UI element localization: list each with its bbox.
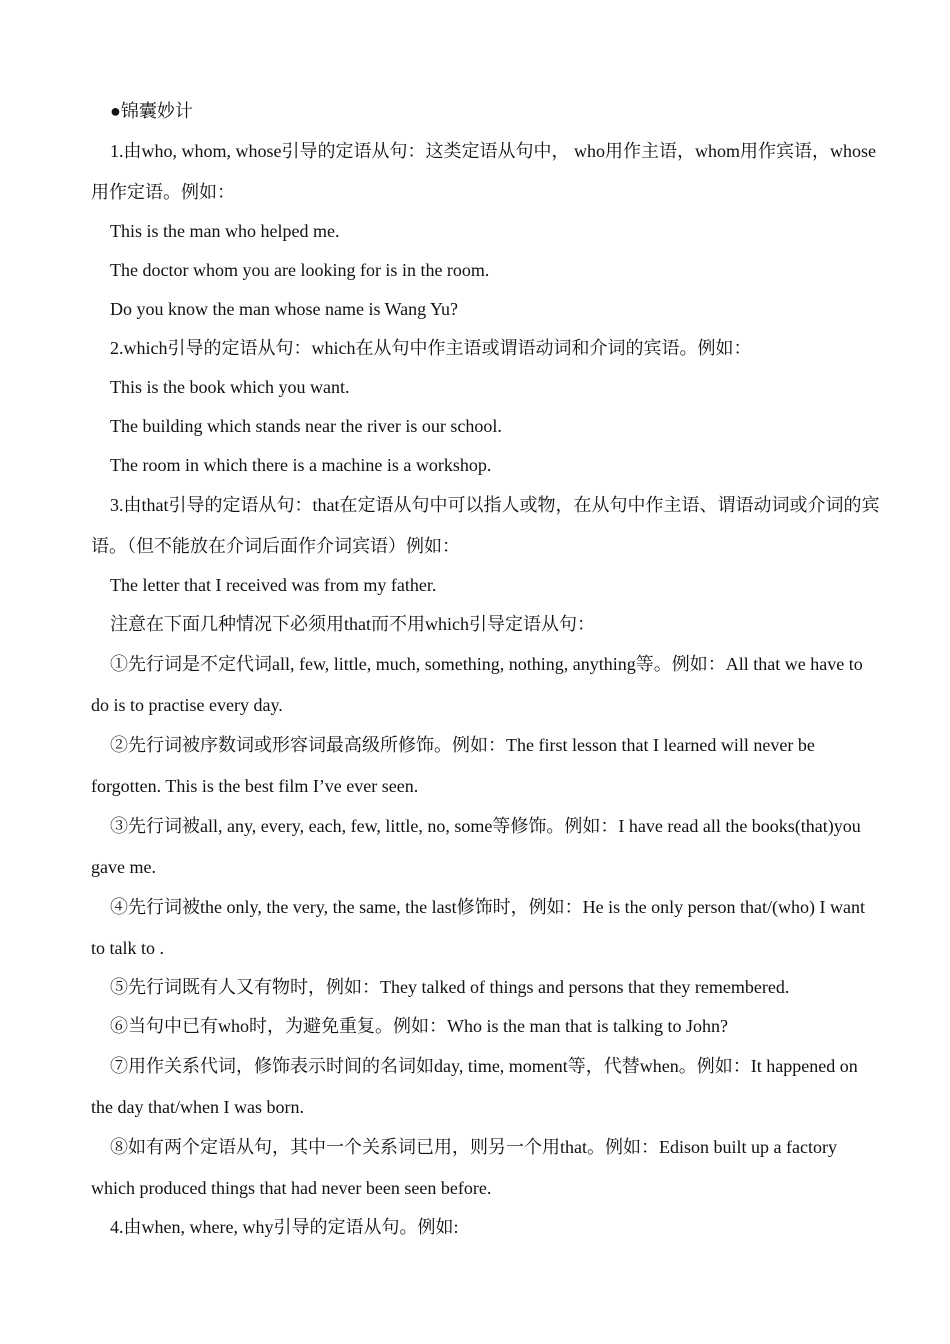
example-sentence: The building which stands near the river is our school.: [110, 416, 502, 436]
example-sentence: Do you know the man whose name is Wang Yu?: [110, 299, 458, 319]
document-body: [91, 92, 881, 1247]
case-item: ①先行词是不定代词all, few, little, much, something, nothing, anything等。例如：All that we have to do is to practise every day.: [91, 654, 863, 715]
example-sentence: The letter that I received was from my father.: [110, 575, 437, 595]
note-paragraph: 注意在下面几种情况下必须用that而不用which引导定语从句：: [110, 614, 595, 634]
case-item: ⑦用作关系代词，修饰表示时间的名词如day, time, moment等，代替when。例如：It happened on the day that/when I was born.: [91, 1056, 858, 1117]
example-sentence: The room in which there is a machine is a workshop.: [110, 455, 492, 475]
section-heading: ●锦囊妙计: [110, 101, 193, 121]
case-item: ⑧如有两个定语从句，其中一个关系词已用，则另一个用that。例如：Edison built up a factory which produced things that had never been seen before.: [91, 1137, 837, 1198]
case-item: ③先行词被all, any, every, each, few, little, no, some等修饰。例如：I have read all the books(that)you gave me.: [91, 816, 861, 877]
rule-paragraph: 3.由that引导的定语从句：that在定语从句中可以指人或物，在从句中作主语、谓语动词或介词的宾语。（但不能放在介词后面作介词宾语）例如：: [91, 495, 880, 556]
rule-paragraph: 4.由when, where, why引导的定语从句。例如:: [110, 1217, 459, 1237]
example-sentence: The doctor whom you are looking for is in the room.: [110, 260, 490, 280]
case-item: ⑤先行词既有人又有物时，例如：They talked of things and persons that they remembered.: [110, 977, 790, 997]
case-item: ②先行词被序数词或形容词最高级所修饰。例如：The first lesson that I learned will never be forgotten. This is the best film I’ve ever seen.: [91, 735, 815, 796]
example-sentence: This is the man who helped me.: [110, 221, 340, 241]
rule-paragraph: 1.由who, whom, whose引导的定语从句：这类定语从句中， who用作主语，whom用作宾语，whose用作定语。例如：: [91, 141, 876, 202]
case-item: ④先行词被the only, the very, the same, the last修饰时，例如：He is the only person that/(who) I want to talk to .: [91, 897, 866, 958]
case-item: ⑥当句中已有who时，为避免重复。例如：Who is the man that is talking to John?: [110, 1016, 728, 1036]
example-sentence: This is the book which you want.: [110, 377, 350, 397]
rule-paragraph: 2.which引导的定语从句：which在从句中作主语或谓语动词和介词的宾语。例如：: [110, 338, 752, 358]
